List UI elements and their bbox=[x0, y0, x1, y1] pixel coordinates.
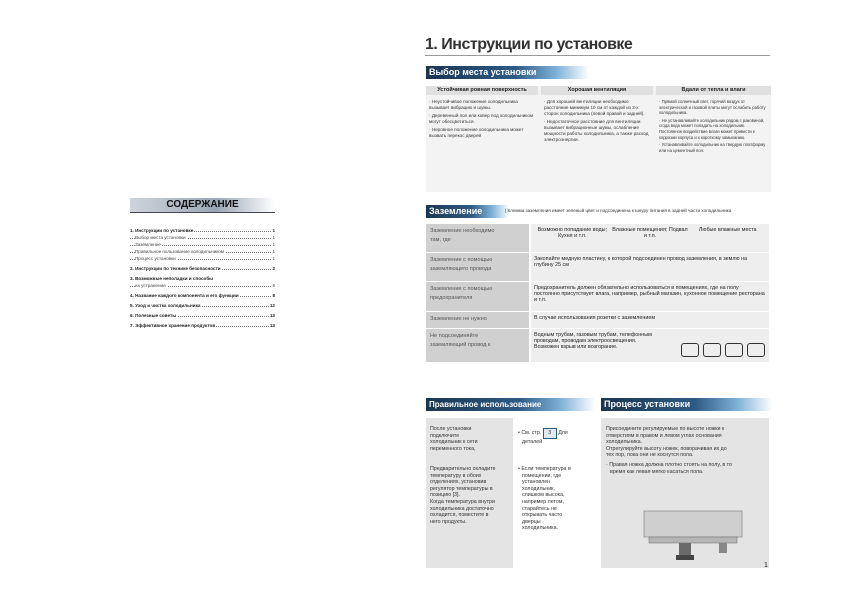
process-panel bbox=[601, 418, 769, 568]
usage-temperature-note: • Если температура в помещении, где установлен холодильник, слишком высока, например летом, старайтесь не открывать часто дверцы холодильника. bbox=[518, 466, 571, 532]
see-page-reference: • См. стр. 3 Для деталей bbox=[518, 430, 568, 445]
lightning-rod-icon bbox=[747, 343, 765, 357]
page-title: 1. Инструкции по установке bbox=[425, 36, 633, 53]
hazard-icons bbox=[677, 341, 765, 359]
toc-item bbox=[130, 322, 275, 329]
grounding-row-label: Не подсоединяйте заземляющий провод к bbox=[426, 329, 529, 362]
water-pipe-icon bbox=[681, 343, 699, 357]
toc-page-number: 2 bbox=[272, 266, 275, 271]
toc-item-label: Правильное пользование холодильником bbox=[135, 249, 224, 254]
phone-line-icon bbox=[725, 343, 743, 357]
usage-paragraph-1: После установки подключите холодильник к сети переменного тока, bbox=[430, 426, 478, 452]
toc-list bbox=[130, 227, 275, 329]
toc-page-number: 1 bbox=[272, 256, 275, 261]
toc-page-number: 6 bbox=[272, 283, 275, 288]
toc-title: СОДЕРЖАНИЕ bbox=[130, 198, 275, 213]
grounding-row-value: В случае использования розетки с заземлением bbox=[531, 312, 769, 328]
location-col-header-2: Хорошая вентиляция bbox=[541, 86, 653, 95]
toc-item bbox=[130, 234, 275, 241]
toc-item-label: 2. Инструкции по технике безопасности bbox=[130, 266, 221, 271]
toc-item-label: Процесс установки bbox=[135, 256, 176, 261]
toc-item-label: Заземление bbox=[135, 242, 161, 247]
toc-page-number: 1 bbox=[272, 228, 275, 233]
toc-page-number: 1 bbox=[272, 249, 275, 254]
toc-item bbox=[130, 241, 275, 248]
grounding-row-value: Предохранитель должен обязательно использоваться в помещениях, где на полу постоянно присутствует влага, например, рыбный магазин, кухонное помещение ресторана и т.п. bbox=[531, 282, 769, 311]
usage-banner: Правильное использование bbox=[426, 398, 595, 411]
gas-pipe-icon bbox=[703, 343, 721, 357]
grounding-banner: Заземление bbox=[426, 205, 509, 218]
location-banner: Выбор места установки bbox=[426, 66, 589, 79]
grounding-row-5 bbox=[426, 329, 769, 363]
toc-item-label: их устранения bbox=[135, 283, 166, 288]
process-banner: Процесс установки bbox=[601, 398, 772, 411]
grounding-note: | Клемма заземления имеет зеленый цвет и подсоединена к шнуру питания в задней части холодильника bbox=[505, 208, 732, 213]
grounding-row-label: Заземление с помощью заземляющего провода bbox=[426, 253, 529, 281]
toc-item-label: 7. Эффективное хранение продуктов bbox=[130, 323, 216, 328]
grounding-row-value: Водным трубам, газовым трубам, телефонным проводам, проводам электроосвещения. Возможен взрыв или возгорание. bbox=[531, 329, 769, 362]
toc-item-label: 3. Возможные неполадки и способы bbox=[130, 276, 214, 281]
grounding-row-label: Заземление не нужно bbox=[426, 312, 529, 328]
grounding-row-value: Закопайте медную пластину, к которой подсоединен провод заземления, в землю на глубину 25 см bbox=[531, 253, 769, 281]
location-table bbox=[426, 86, 771, 192]
usage-notes bbox=[513, 418, 596, 568]
grounding-row-4 bbox=[426, 312, 769, 329]
page-ref-badge: 3 bbox=[543, 428, 557, 439]
grounding-row-label: Заземление с помощью предохранителя bbox=[426, 282, 529, 311]
leveling-feet-illustration bbox=[639, 503, 747, 565]
grounding-row-label: Заземление необходимо там, где bbox=[426, 224, 529, 252]
toc-page-number: 13 bbox=[269, 313, 275, 318]
location-col-header-3: Вдали от тепла и влаги bbox=[656, 86, 771, 95]
toc-page-number: 13 bbox=[269, 323, 275, 328]
toc-item bbox=[130, 255, 275, 262]
title-divider bbox=[425, 55, 770, 56]
toc-page-number: 12 bbox=[269, 303, 275, 308]
table-of-contents bbox=[130, 198, 275, 329]
page-number: 1 bbox=[764, 562, 768, 569]
toc-item bbox=[130, 302, 275, 309]
toc-item-label: 4. Название каждого компонента и его функции bbox=[130, 293, 239, 298]
toc-item bbox=[130, 248, 275, 255]
usage-paragraph-2: Предварительно охладите температуру в обоих отделениях, установив регулятор температуры в позицию [3]. Когда температура внутри холодильника достаточно охладится, поместите в него продукты. bbox=[430, 466, 496, 525]
usage-panel bbox=[426, 418, 596, 568]
grounding-row-3 bbox=[426, 282, 769, 312]
toc-page-number: 1 bbox=[272, 242, 275, 247]
grounding-row-2 bbox=[426, 253, 769, 282]
toc-item bbox=[130, 275, 275, 282]
process-instructions: Присоедините регулируемые по высоте ножки к отверстиям в правом и левом углах основания холодильника. Отрегулируйте высоту ножек, поворачивая их до тех пор, пока они не коснутся пола. · Правая ножка должна плотно стоять на полу, в то время как левая мягко касаться пола. bbox=[606, 426, 732, 475]
toc-page-number: 8 bbox=[272, 293, 275, 298]
toc-item-label: 5. Уход и чистка холодильника bbox=[130, 303, 201, 308]
toc-item bbox=[130, 292, 275, 299]
location-col-body-1: · Неустойчивое положение холодильника вызывает вибрацию и шумы. · Деревянный пол или ковер под холодильником могут обесцветиться. · Неровное положение холодильника может вызвать перекос дверей bbox=[429, 99, 534, 138]
grounding-row-value: Возможно попадание воды; Кухня и т.п. Влажные помещения; Подвал и т.п. Любые влажные места bbox=[531, 224, 769, 252]
grounding-row-1 bbox=[426, 224, 769, 253]
toc-item bbox=[130, 312, 275, 319]
toc-item-label: 1. Инструкции по установке bbox=[130, 228, 194, 233]
toc-item bbox=[130, 282, 275, 289]
toc-item bbox=[130, 265, 275, 272]
toc-item-label: Выбор места установки bbox=[135, 235, 186, 240]
location-col-body-3: · Прямой солнечный свет, горячий воздух от электрической и газовой плиты могут ослабить работу холодильника. · Не устанавливайте холодильник рядом с раковиной, сгода вода может попадать на холодильник. Постоянное воздействие влаги может привести к коррозии корпуса и к короткому замыканию. · Устанавливайте холодильник на твердую платформу или на цементный пол. bbox=[659, 99, 766, 153]
toc-item-label: 6. Полезные советы bbox=[130, 313, 177, 318]
location-col-body-2: · Для хорошей вентиляции необходимо расстояние минимум 10 см от каждой из 3-х сторон холодильника (левой правой и задней). · Недостаточное расстояние для вентиляции вызывает вибрационные шумы, ослабление мощности работы холодильника, а также расход электроэнергии. bbox=[544, 99, 649, 142]
toc-page-number: 1 bbox=[272, 235, 275, 240]
location-col-header-1: Устойчивая ровная поверхность bbox=[426, 86, 538, 95]
toc-item bbox=[130, 227, 275, 234]
